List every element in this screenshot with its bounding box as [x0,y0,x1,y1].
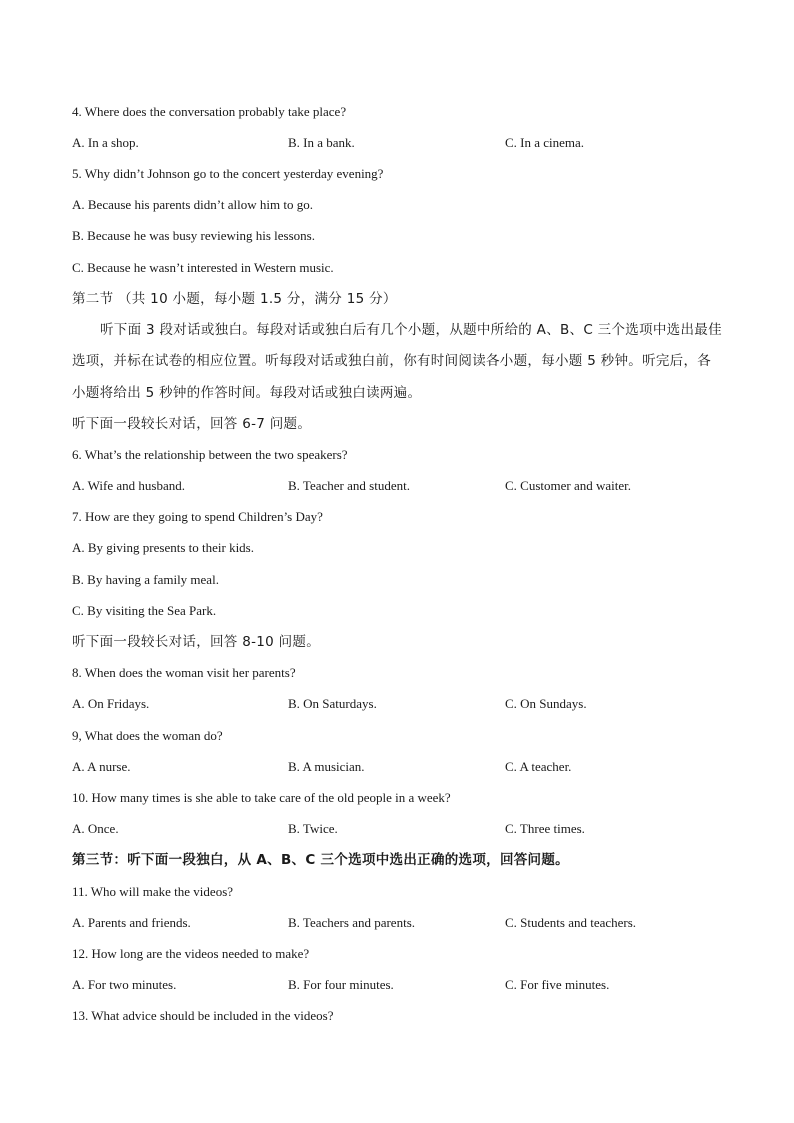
question-5-option-b: B. Because he was busy reviewing his lessons. [72,228,315,243]
question-10-option-b: B. Twice. [288,821,338,836]
question-5-option-a: A. Because his parents didn’t allow him to go. [72,197,313,212]
question-7-option-a: A. By giving presents to their kids. [72,540,254,555]
question-6-option-a: A. Wife and husband. [72,478,185,493]
question-9-option-c: C. A teacher. [505,759,572,774]
question-10-option-a: A. Once. [72,821,119,836]
question-13-stem: 13. What advice should be included in the videos? [72,1008,334,1023]
question-7-option-c: C. By visiting the Sea Park. [72,603,217,618]
question-12-option-b: B. For four minutes. [288,977,394,992]
question-11-option-c: C. Students and teachers. [505,915,637,930]
question-6-option-c: C. Customer and waiter. [505,478,632,493]
question-8-stem: 8. When does the woman visit her parents? [72,665,296,680]
question-4-option-c: C. In a cinema. [505,135,585,150]
question-9-option-a: A. A nurse. [72,759,131,774]
question-11-stem: 11. Who will make the videos? [72,884,234,899]
dialog-1-instruction: 听下面一段较长对话，回答 6-7 问题。 [72,416,312,432]
section-2-instructions-line-1: 听下面 3 段对话或独白。每段对话或独白后有几个小题，从题中所给的 A、B、C 三个选项中选出最佳 [100,322,722,338]
question-11-option-a: A. Parents and friends. [72,915,191,930]
section-2-instructions-line-3: 小题将给出 5 秒钟的作答时间。每段对话或独白读两遍。 [72,385,422,401]
question-8-option-a: A. On Fridays. [72,696,150,711]
question-10-stem: 10. How many times is she able to take care of the old people in a week? [72,790,451,805]
question-12-option-a: A. For two minutes. [72,977,177,992]
section-2-instructions-line-2: 选项，并标在试卷的相应位置。听每段对话或独白前，你有时间阅读各小题，每小题 5 秒钟。听完后，各 [72,353,712,369]
question-10-option-c: C. Three times. [505,821,585,836]
question-4-stem: 4. Where does the conversation probably take place? [72,104,347,119]
question-12-stem: 12. How long are the videos needed to make? [72,946,310,961]
question-12-option-c: C. For five minutes. [505,977,610,992]
question-8-option-c: C. On Sundays. [505,696,587,711]
question-6-option-b: B. Teacher and student. [288,478,410,493]
question-7-stem: 7. How are they going to spend Children’s Day? [72,509,323,524]
question-4-option-a: A. In a shop. [72,135,139,150]
section-2-heading: 第二节 （共 10 小题，每小题 1.5 分，满分 15 分） [72,291,397,307]
question-11-option-b: B. Teachers and parents. [288,915,415,930]
question-5-stem: 5. Why didn’t Johnson go to the concert yesterday evening? [72,166,384,181]
question-5-option-c: C. Because he wasn’t interested in Western music. [72,260,334,275]
question-9-option-b: B. A musician. [288,759,365,774]
question-4-option-b: B. In a bank. [288,135,355,150]
question-8-option-b: B. On Saturdays. [288,696,377,711]
question-9-stem: 9, What does the woman do? [72,728,223,743]
dialog-2-instruction: 听下面一段较长对话，回答 8-10 问题。 [72,634,321,650]
question-6-stem: 6. What’s the relationship between the two speakers? [72,447,348,462]
question-7-option-b: B. By having a family meal. [72,572,219,587]
section-3-heading: 第三节：听下面一段独白，从 A、B、C 三个选项中选出正确的选项，回答问题。 [72,852,569,868]
